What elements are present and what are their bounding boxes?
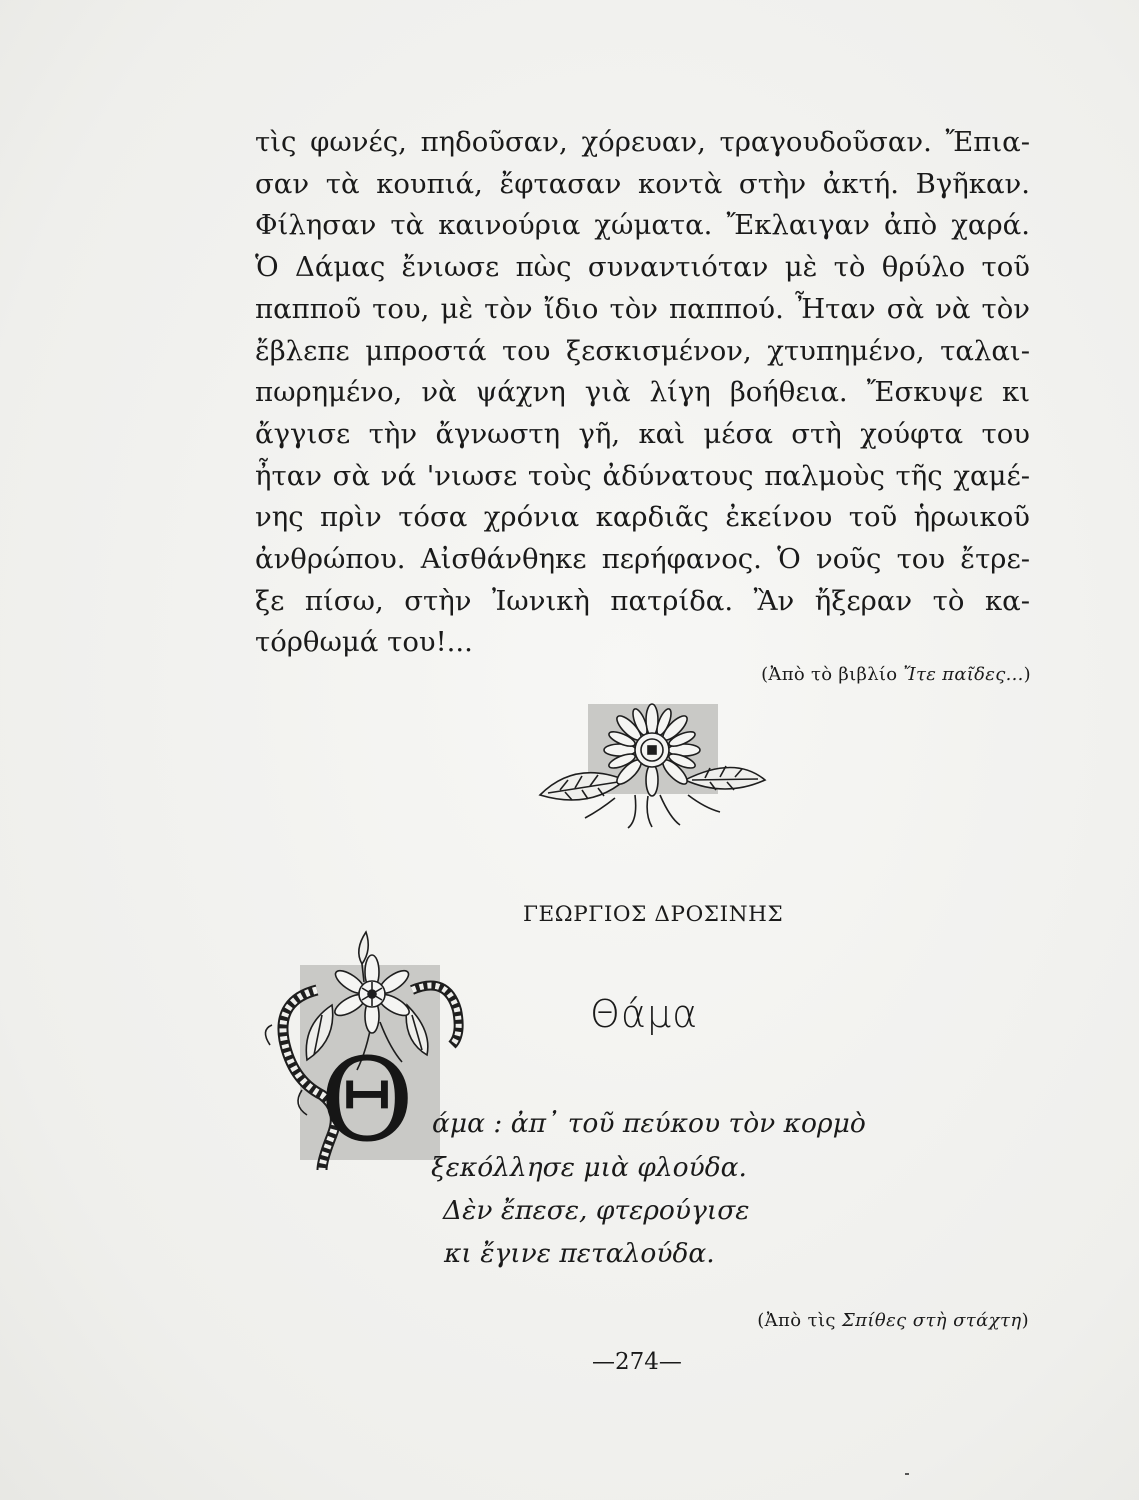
prose-line: Ὁ Δάμας ἔνιωσε πὼς συναντιόταν μὲ τὸ θρύλο τοῦ (255, 251, 1030, 284)
citation-suffix: ) (1021, 1310, 1029, 1331)
prose-line: νης πρὶν τόσα χρόνια καρδιᾶς ἐκείνου τοῦ ἡρωικοῦ (255, 501, 1030, 534)
citation-book-title: Ἴτε παῖδες... (903, 664, 1024, 685)
poem-drop-cap: Θ (319, 1034, 415, 1168)
poem-line: Δὲν ἔπεσε, φτερούγισε (443, 1195, 750, 1226)
prose-line: σαν τὰ κουπιά, ἔφτασαν κοντὰ στὴν ἀκτή. Βγῆκαν. (255, 167, 1030, 200)
prose-line: ἄγγισε τὴν ἄγνωστη γῆ, καὶ μέσα στὴ χούφτα του (255, 417, 1030, 450)
prose-line: ἔβλεπε μπροστά του ξεσκισμένον, χτυπημένο, ταλαι- (255, 334, 1030, 367)
citation-suffix: ) (1023, 664, 1031, 685)
print-speck (905, 1473, 909, 1475)
prose-line: ἦταν σὰ νά 'νιωσε τοὺς ἀδύνατους παλμοὺς τῆς χαμέ- (255, 459, 1030, 492)
poem-source-citation (757, 1310, 1029, 1331)
poem-line: ξεκόλλησε μιὰ φλούδα. (431, 1152, 747, 1183)
citation-book-title: Σπίθες στὴ στάχτη (842, 1310, 1022, 1331)
prose-line: Φίλησαν τὰ καινούρια χώματα. Ἔκλαιγαν ἀπὸ χαρά. (255, 209, 1030, 242)
poem-line: άμα : ἀπ᾽ τοῦ πεύκου τὸν κορμὸ (432, 1108, 866, 1139)
prose-line: παπποῦ του, μὲ τὸν ἴδιο τὸν παππού. Ἦταν σὰ νὰ τὸν (255, 292, 1030, 325)
prose-line: ἀνθρώπου. Αἰσθάνθηκε περήφανος. Ὁ νοῦς του ἔτρε- (255, 543, 1030, 576)
citation-prefix: (Ἀπὸ τὶς (757, 1310, 843, 1331)
prose-line: πωρημένο, νὰ ψάχνη γιὰ λίγη βοήθεια. Ἔσκυψε κι (255, 376, 1030, 409)
prose-line: τὶς φωνές, πηδοῦσαν, χόρευαν, τραγουδοῦσαν. Ἔπια- (255, 126, 1030, 158)
poem-title: Θάμα (590, 992, 699, 1036)
poem-author: ΓΕΩΡΓΙΟΣ ΔΡΟΣΙΝΗΣ (523, 902, 784, 927)
citation-prefix: (Ἀπὸ τὸ βιβλίο (761, 664, 904, 685)
prose-line: ξε πίσω, στὴν Ἰωνικὴ πατρίδα. Ἂν ἤξεραν τὸ κα- (255, 584, 1030, 617)
flower-ornament-icon (520, 700, 770, 830)
prose-line: τόρθωμά του!... (255, 626, 473, 659)
page-number: —274— (592, 1349, 682, 1375)
prose-source-citation (761, 664, 1031, 685)
prose-passage (255, 122, 1030, 664)
poem-line: κι ἔγινε πεταλούδα. (444, 1238, 715, 1269)
flower-initial-ornament-icon (262, 930, 492, 1175)
